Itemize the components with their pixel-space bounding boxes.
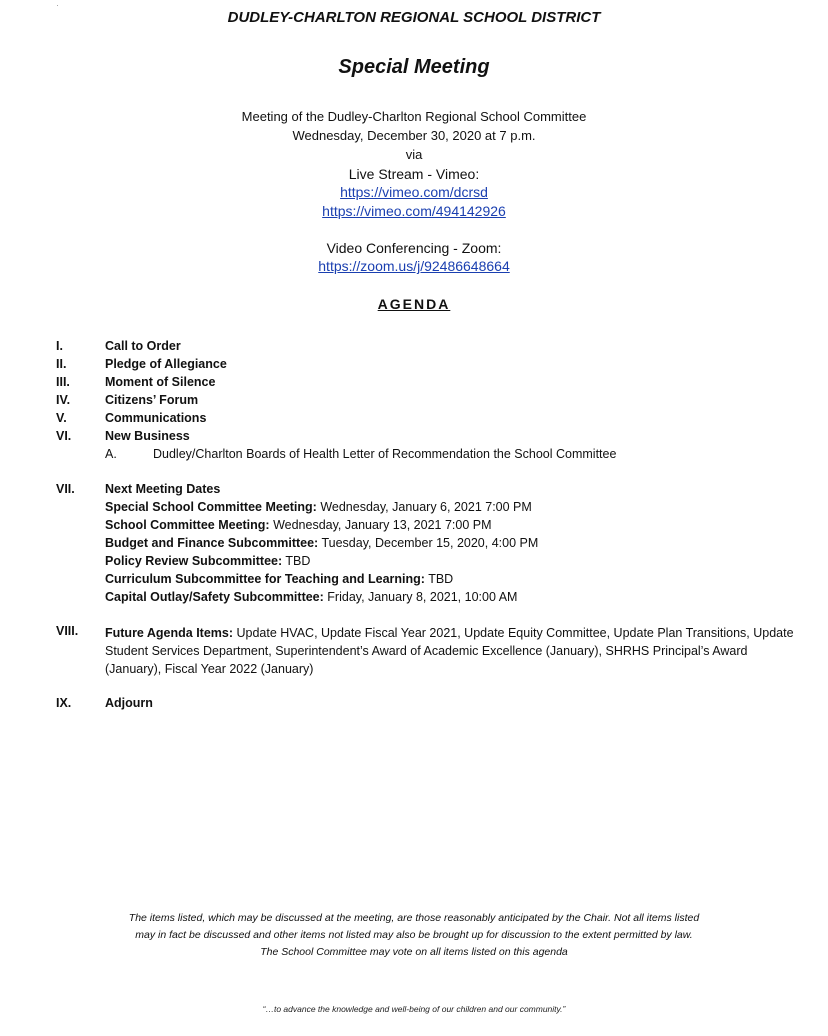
vimeo-video-link-row <box>0 202 828 220</box>
agenda-item-number: II. <box>56 357 67 371</box>
future-agenda-list: Update HVAC, Update Fiscal Year 2021, Update Equity Committee, Update Plan Transitions, Update Student Services Department, Superintendent’s Award of Academic Excellence (January), SHRHS Principal’s Award (January), Fiscal Year 2022 (January) <box>105 626 794 676</box>
livestream-label: Live Stream - Vimeo: <box>348 166 480 182</box>
zoom-link-row <box>0 257 828 275</box>
zoom-label: Video Conferencing - Zoom: <box>326 240 502 256</box>
zoom-link[interactable]: https://zoom.us/j/92486648664 <box>318 258 510 274</box>
meeting-date-value: TBD <box>424 572 454 586</box>
agenda-item-number: III. <box>56 375 70 389</box>
meeting-date-name: Policy Review Subcommittee: <box>105 554 283 568</box>
future-agenda-text <box>105 624 795 678</box>
agenda-item-number: IX. <box>56 696 72 710</box>
agenda-item-label: New Business <box>105 429 190 443</box>
meeting-date-value: Wednesday, January 6, 2021 7:00 PM <box>316 500 532 514</box>
meeting-date-value: TBD <box>282 554 311 568</box>
future-agenda-label: Future Agenda Items: <box>105 626 234 640</box>
meeting-date-name: Capital Outlay/Safety Subcommittee: <box>105 590 324 604</box>
agenda-item-label: Communications <box>105 411 207 425</box>
meeting-date-row <box>105 536 538 550</box>
meeting-date-name: Curriculum Subcommittee for Teaching and Learning: <box>105 572 425 586</box>
vimeo-video-link[interactable]: https://vimeo.com/494142926 <box>322 203 506 219</box>
meeting-type-title: Special Meeting <box>338 56 490 78</box>
agenda-item-label: Moment of Silence <box>105 375 216 389</box>
meeting-date-row <box>105 500 532 514</box>
agenda-item-number: I. <box>56 339 63 353</box>
disclaimer <box>40 910 788 961</box>
district-title: DUDLEY-CHARLTON REGIONAL SCHOOL DISTRICT <box>227 9 601 26</box>
meeting-via: via <box>405 147 423 162</box>
meeting-date-value: Tuesday, December 15, 2020, 4:00 PM <box>318 536 539 550</box>
vimeo-link-row <box>0 183 828 201</box>
meeting-date-row <box>105 518 492 532</box>
agenda-item-label: Call to Order <box>105 339 181 353</box>
crop-mark: · <box>56 0 59 10</box>
meeting-date-name: Special School Committee Meeting: <box>105 500 317 514</box>
agenda-item-label: Adjourn <box>105 696 153 710</box>
agenda-item-label: Next Meeting Dates <box>105 482 221 496</box>
agenda-item-label: Citizens’ Forum <box>105 393 199 407</box>
meeting-date-value: Friday, January 8, 2021, 10:00 AM <box>323 590 518 604</box>
meeting-datetime: Wednesday, December 30, 2020 at 7 p.m. <box>292 128 536 143</box>
agenda-item-number: IV. <box>56 393 71 407</box>
meeting-date-row <box>105 554 310 568</box>
vimeo-channel-link[interactable]: https://vimeo.com/dcrsd <box>340 184 488 200</box>
agenda-item-label: Pledge of Allegiance <box>105 357 227 371</box>
meeting-description: Meeting of the Dudley-Charlton Regional School Committee <box>241 109 587 124</box>
meeting-date-value: Wednesday, January 13, 2021 7:00 PM <box>269 518 492 532</box>
subitem-letter: A. <box>105 447 117 461</box>
subitem-text: Dudley/Charlton Boards of Health Letter of Recommendation the School Committee <box>153 447 617 461</box>
meeting-date-row <box>105 572 453 586</box>
agenda-heading: AGENDA <box>377 296 451 312</box>
agenda-item-number: VI. <box>56 429 72 443</box>
agenda-item-number: V. <box>56 411 67 425</box>
district-motto: “…to advance the knowledge and well-being of our children and our community.” <box>262 1004 566 1014</box>
disclaimer-line: may in fact be discussed and other items not listed may also be brought up for discussion to the extent permitted by law. <box>135 929 693 941</box>
disclaimer-line: The items listed, which may be discussed at the meeting, are those reasonably anticipated by the Chair. Not all items listed <box>128 912 700 924</box>
meeting-date-name: Budget and Finance Subcommittee: <box>105 536 319 550</box>
agenda-item-number: VII. <box>56 482 75 496</box>
meeting-date-row <box>105 590 517 604</box>
agenda-item-number: VIII. <box>56 624 79 638</box>
disclaimer-line: The School Committee may vote on all items listed on this agenda <box>260 946 568 958</box>
meeting-date-name: School Committee Meeting: <box>105 518 270 532</box>
